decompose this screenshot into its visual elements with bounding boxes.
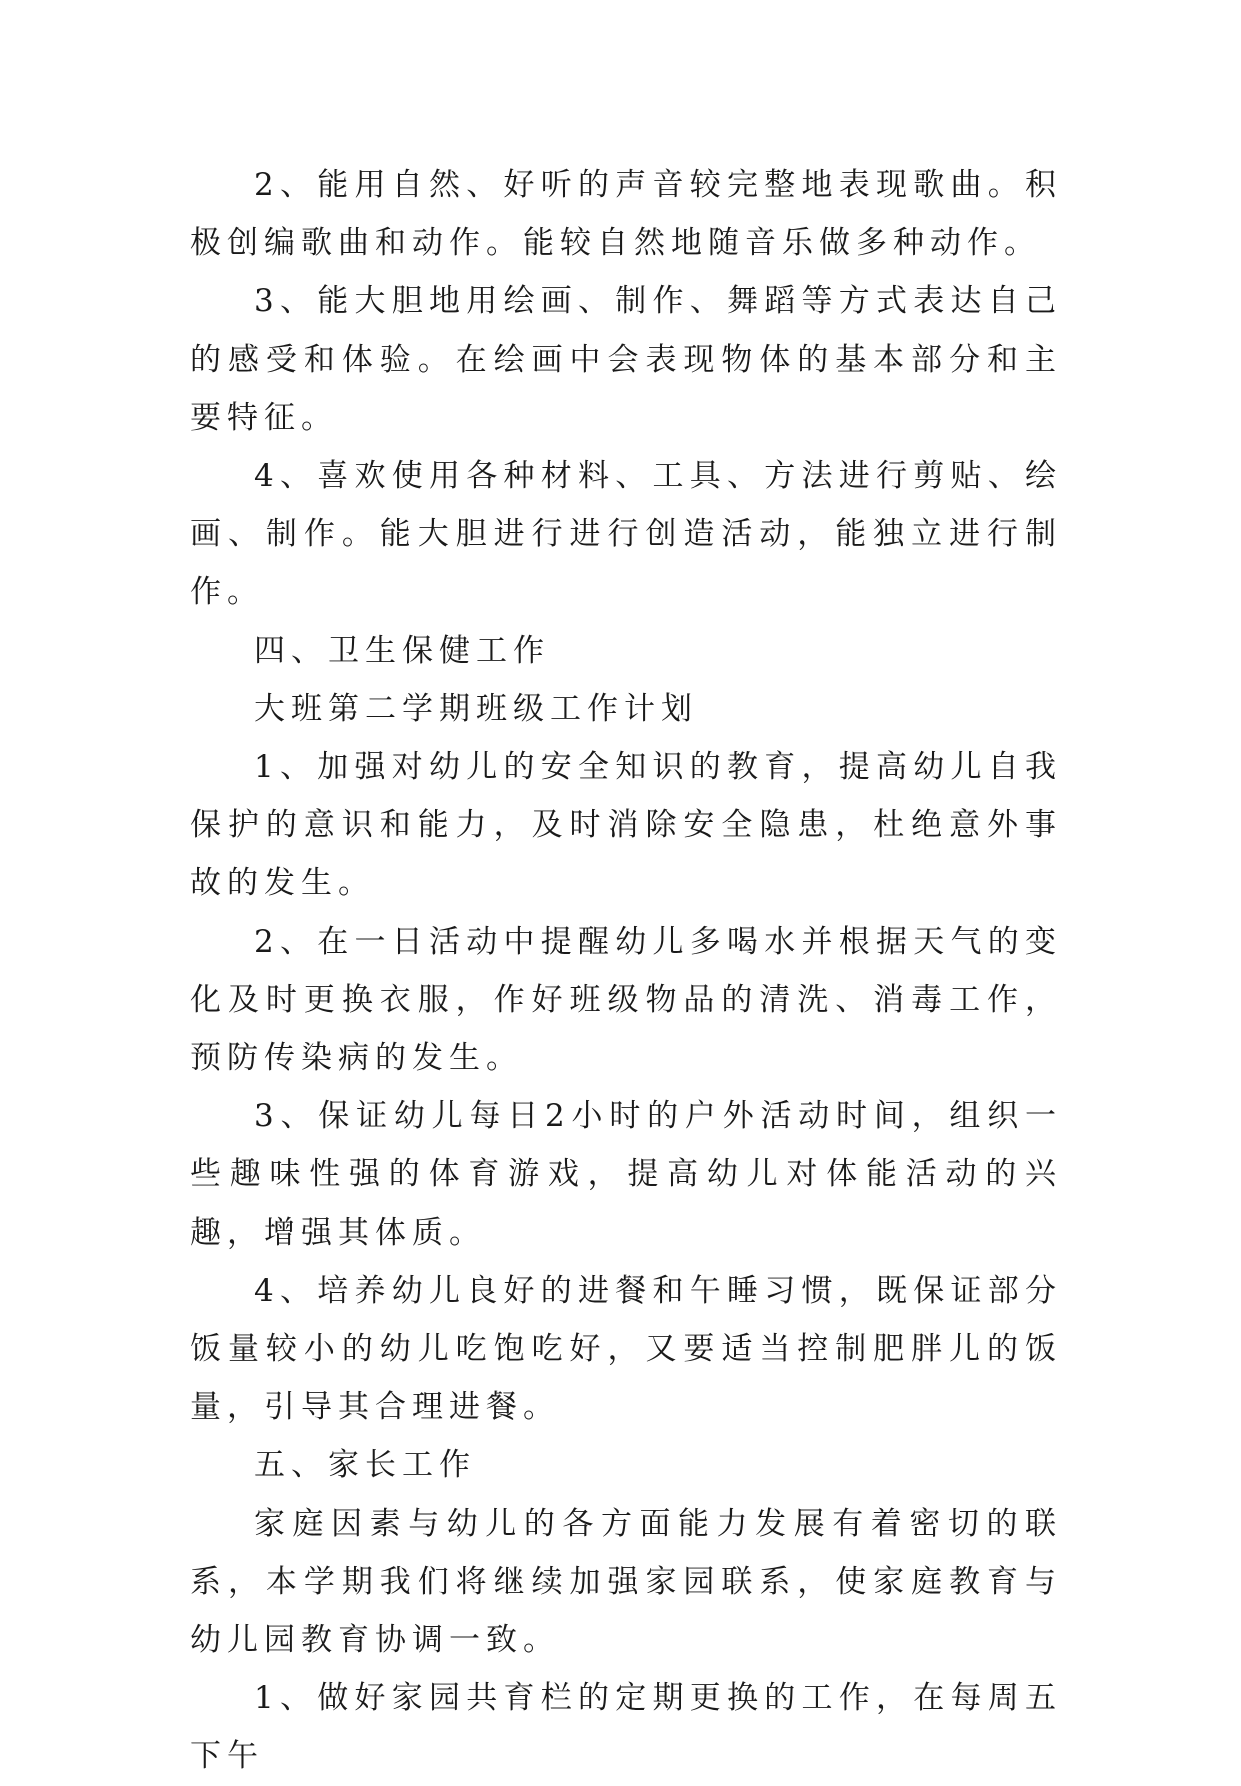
paragraph-bulletin-board: 1、做好家园共育栏的定期更换的工作，在每周五下午 <box>190 1680 1062 1775</box>
paragraph-family-cooperation: 家庭因素与幼儿的各方面能力发展有着密切的联系，本学期我们将继续加强家园联系，使家庭教育与幼儿园教育协调一致。 <box>190 1505 1062 1659</box>
document-body <box>190 156 1062 1786</box>
document-title-line: 大班第二学期班级工作计划 <box>254 690 698 727</box>
section-heading-health: 四、卫生保健工作 <box>254 632 550 669</box>
paragraph-music-skills: 2、能用自然、好听的声音较完整地表现歌曲。积极创编歌曲和动作。能较自然地随音乐做多种动作。 <box>190 167 1062 262</box>
paragraph-meals-naps: 4、培养幼儿良好的进餐和午睡习惯，既保证部分饭量较小的幼儿吃饱吃好，又要适当控制肥胖儿的饭量，引导其合理进餐。 <box>190 1272 1062 1426</box>
paragraph-crafts: 4、喜欢使用各种材料、工具、方法进行剪贴、绘画、制作。能大胆进行进行创造活动，能独立进行制作。 <box>190 458 1062 611</box>
paragraph-hydration-hygiene: 2、在一日活动中提醒幼儿多喝水并根据天气的变化及时更换衣服，作好班级物品的清洗、消毒工作，预防传染病的发生。 <box>190 923 1062 1077</box>
paragraph-outdoor-activity: 3、保证幼儿每日2小时的户外活动时间，组织一些趣味性强的体育游戏，提高幼儿对体能活动的兴趣，增强其体质。 <box>190 1098 1062 1251</box>
paragraph-art-expression: 3、能大胆地用绘画、制作、舞蹈等方式表达自己的感受和体验。在绘画中会表现物体的基本部分和主要特征。 <box>190 283 1062 436</box>
paragraph-safety: 1、加强对幼儿的安全知识的教育，提高幼儿自我保护的意识和能力，及时消除安全隐患，杜绝意外事故的发生。 <box>190 749 1062 902</box>
section-heading-parents: 五、家长工作 <box>254 1447 476 1484</box>
